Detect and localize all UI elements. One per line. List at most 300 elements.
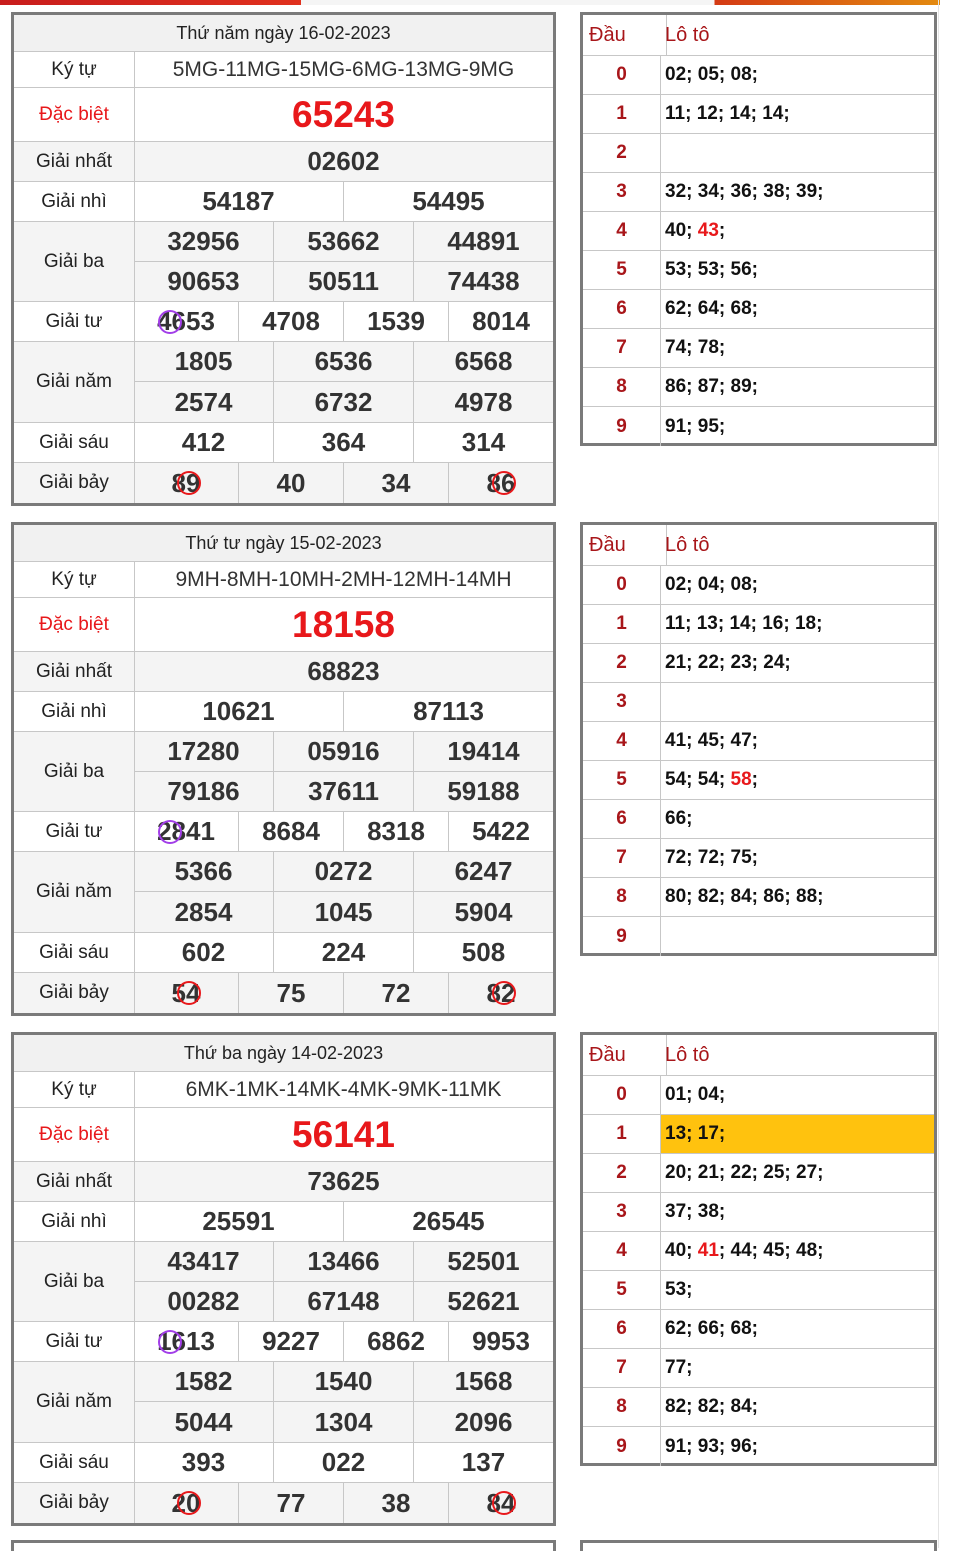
prize-number: 5044: [174, 1406, 233, 1437]
prize-subrow: [134, 772, 553, 812]
loto-number: 84: [730, 1396, 752, 1417]
loto-number: 21: [697, 1162, 719, 1183]
prize-number-cell: [134, 772, 274, 812]
prize-number-cell: [449, 1322, 553, 1361]
prize-number-cell: [274, 1362, 414, 1401]
prize-number: 412: [181, 427, 226, 457]
loto-numbers: 20 ; 21 ; 22 ; 25 ; 27 ;: [665, 1162, 829, 1183]
loto-dau-digit: 9: [583, 407, 661, 446]
prize-number-cell: [274, 1443, 414, 1482]
loto-number: 01: [665, 1084, 687, 1105]
prize-row-tu: [14, 302, 553, 342]
prize-number: 6247: [454, 856, 513, 886]
prize-number-cell: [449, 973, 553, 1013]
prize-row-nam: [14, 342, 553, 423]
prize-number-cell: [134, 342, 274, 381]
prize-label: Đặc biệt: [14, 88, 135, 141]
prize-number: 54187: [202, 186, 275, 216]
loto-number: 84: [730, 886, 752, 907]
loto-row: [583, 212, 934, 251]
prize-number: 4653: [157, 306, 215, 336]
prize-number: 4978: [454, 386, 513, 417]
prize-row-ba: [14, 732, 553, 812]
loto-number: 24: [763, 652, 785, 673]
loto-dau-digit: 7: [583, 1349, 661, 1387]
prize-number-cell: [134, 1202, 344, 1241]
prize-cells: [134, 463, 553, 503]
prize-number: 1540: [314, 1366, 373, 1396]
loto-dau-digit: 2: [583, 1154, 661, 1192]
prize-number-cell: [134, 1362, 274, 1401]
loto-number: 22: [730, 1162, 752, 1183]
prize-row-tu: [14, 812, 553, 852]
prize-number: 56141: [292, 1113, 395, 1155]
prize-number: 5MG-11MG-15MG-6MG-13MG-9MG: [172, 57, 515, 81]
prize-number: 86: [486, 467, 516, 498]
prize-number: 87113: [413, 696, 484, 726]
prize-label: Giải bảy: [14, 973, 135, 1013]
loto-number: 02: [665, 574, 687, 595]
loto-dau-digit: 4: [583, 1232, 661, 1270]
loto-header-dau: Đầu: [583, 525, 667, 565]
loto-number: 54: [665, 769, 687, 790]
loto-row: [583, 800, 934, 839]
loto-number: 38: [697, 1201, 719, 1222]
loto-number: 41: [665, 730, 687, 751]
loto-number: 87: [697, 376, 719, 397]
loto-number: 17: [697, 1123, 719, 1144]
prize-number-cell: [274, 423, 414, 462]
prize-number-cell: [449, 1483, 553, 1523]
prize-cells: [134, 1202, 553, 1241]
loto-number: 62: [665, 298, 687, 319]
prize-number: 18158: [292, 603, 395, 645]
prize-number: 20: [171, 1487, 201, 1518]
prize-number: 65243: [292, 93, 395, 135]
loto-dau-digit: 2: [583, 134, 661, 172]
prize-number: 90653: [167, 265, 240, 296]
prize-row-tu: [14, 1322, 553, 1362]
prize-row-sau: [14, 1443, 553, 1483]
prize-number: 73625: [307, 1166, 380, 1196]
prize-number-cell: [274, 772, 414, 812]
prize-number: 5366: [174, 856, 233, 886]
loto-dau-digit: 1: [583, 1115, 661, 1153]
loto-numbers: 02 ; 04 ; 08 ;: [665, 574, 764, 595]
loto-number: 22: [697, 652, 719, 673]
loto-dau-digit: 4: [583, 212, 661, 250]
loto-row: [583, 1115, 934, 1154]
prize-number-cell: [134, 1483, 239, 1523]
loto-numbers: [661, 134, 934, 172]
prize-label: Giải nhất: [14, 142, 135, 181]
loto-number: 37: [665, 1201, 687, 1222]
loto-header-row: [583, 525, 934, 566]
prize-subrow: [134, 852, 553, 892]
loto-numbers: 13 ; 17 ;: [661, 1115, 934, 1153]
loto-numbers: 91 ; 93 ; 96 ;: [665, 1435, 764, 1457]
prize-number: 13466: [307, 1245, 380, 1276]
prize-number: 25591: [202, 1206, 275, 1236]
prize-number: 02602: [307, 146, 380, 176]
loto-row: [583, 1193, 934, 1232]
loto-number: 13: [696, 613, 718, 634]
loto-number: 82: [697, 1396, 719, 1417]
loto-numbers: 80 ; 82 ; 84 ; 86 ; 88 ;: [665, 886, 829, 907]
loto-numbers: 72 ; 72 ; 75 ;: [665, 847, 764, 868]
prize-row-nhi: [14, 182, 553, 222]
prize-cells: [134, 1108, 553, 1161]
prize-number: 10621: [202, 696, 275, 726]
prize-number: 314: [461, 427, 506, 457]
loto-dau-digit: 8: [583, 1388, 661, 1426]
prize-row-nhat: [14, 142, 553, 182]
highlight-circle-icon: [177, 1491, 201, 1515]
prize-number: 9MH-8MH-10MH-2MH-12MH-14MH: [175, 567, 512, 591]
prize-number-cell: [274, 933, 414, 972]
prize-row-nhi: [14, 1202, 553, 1242]
highlight-circle-icon: [492, 1491, 516, 1515]
loto-number: 14: [729, 613, 751, 634]
prize-number: 1304: [314, 1406, 373, 1437]
prize-number-cell: [134, 142, 553, 181]
loto-number: 68: [730, 298, 752, 319]
prize-number: 89: [171, 467, 201, 498]
loto-number: 38: [763, 181, 785, 202]
prize-number: 8014: [472, 306, 530, 336]
loto-row: [583, 566, 934, 605]
loto-row: [583, 722, 934, 761]
prize-number: 224: [321, 937, 366, 967]
prize-number: 54: [171, 977, 201, 1008]
loto-numbers: 37 ; 38 ;: [665, 1201, 731, 1222]
prize-row-ba: [14, 222, 553, 302]
prize-number-cell: [134, 692, 344, 731]
prize-number: 2854: [174, 896, 233, 927]
prize-cells: [134, 812, 553, 851]
loto-number: 56: [730, 259, 752, 280]
loto-row: [583, 1154, 934, 1193]
loto-number: 95: [697, 415, 719, 437]
prize-number-cell: [414, 1242, 553, 1281]
loto-row: [583, 134, 934, 173]
prize-cells: [134, 423, 553, 462]
loto-numbers: [661, 683, 934, 721]
loto-number: 96: [730, 1435, 752, 1457]
loto-dau-digit: 6: [583, 290, 661, 328]
prize-subrow: [134, 382, 553, 422]
prize-number-cell: [134, 262, 274, 302]
loto-dau-digit: 4: [583, 722, 661, 760]
loto-number: 66: [697, 1318, 719, 1339]
loto-number: 05: [697, 64, 719, 85]
loto-row: [583, 917, 934, 956]
prize-number-cell: [134, 1108, 553, 1161]
prize-number: 38: [381, 1487, 411, 1518]
prize-label: Giải tư: [14, 1322, 135, 1361]
prize-number: 67148: [307, 1285, 380, 1316]
highlight-circle-icon: [158, 820, 182, 844]
loto-row: [583, 1232, 934, 1271]
loto-row: [583, 761, 934, 800]
prize-cells: [134, 598, 553, 651]
prize-number-cell: [134, 182, 344, 221]
prize-row-nhat: [14, 652, 553, 692]
prize-row-kytu: [14, 52, 553, 88]
prize-number-cell: [274, 852, 414, 891]
prize-row-ba: [14, 1242, 553, 1322]
prize-row-db: [14, 1108, 553, 1162]
loto-number: 86: [763, 886, 785, 907]
prize-label: Giải bảy: [14, 1483, 135, 1523]
prize-number: 44891: [447, 225, 520, 256]
loto-number: 78: [697, 337, 719, 358]
prize-number-cell: [134, 463, 239, 503]
loto-number: 89: [730, 376, 752, 397]
loto-numbers: 62 ; 66 ; 68 ;: [665, 1318, 764, 1339]
loto-number: 68: [730, 1318, 752, 1339]
prize-subrow: [134, 1282, 553, 1322]
prize-label: Giải nhì: [14, 182, 135, 221]
prize-number-cell: [414, 423, 553, 462]
prize-number: 40: [276, 467, 306, 498]
prize-number-cell: [274, 262, 414, 302]
loto-number: 88: [796, 886, 818, 907]
prize-number-cell: [134, 933, 274, 972]
prize-number: 1568: [454, 1366, 513, 1396]
prize-cells: [134, 1162, 553, 1201]
prize-label: Giải sáu: [14, 423, 135, 462]
loto-row: [583, 1310, 934, 1349]
prize-number-cell: [134, 1162, 553, 1201]
prize-number: 77: [276, 1487, 306, 1518]
loto-numbers: [661, 917, 934, 956]
loto-row: [583, 644, 934, 683]
prize-number-cell: [414, 1443, 553, 1482]
prize-label: Ký tự: [14, 1072, 135, 1107]
prize-number-cell: [414, 1362, 553, 1401]
draw-date-title[interactable]: Thứ năm ngày 16-02-2023: [14, 15, 553, 52]
loto-number: 86: [665, 376, 687, 397]
prize-number-cell: [274, 732, 414, 771]
prize-number-cell: [134, 423, 274, 462]
prize-number: 34: [381, 467, 411, 498]
prize-label: Giải nhì: [14, 692, 135, 731]
prize-number-cell: [134, 52, 553, 87]
prize-number: 37611: [308, 775, 379, 806]
prize-label: Giải nhất: [14, 652, 135, 691]
loto-number: 16: [762, 613, 784, 634]
loto-number: 93: [697, 1435, 719, 1457]
loto-number: 45: [697, 730, 719, 751]
loto-number: 72: [697, 847, 719, 868]
loto-number: 23: [730, 652, 752, 673]
prize-number-cell: [134, 1072, 553, 1107]
prize-row-kytu: [14, 1072, 553, 1108]
prize-number-cell: [344, 973, 449, 1013]
prize-number: 022: [321, 1447, 366, 1477]
draw-date-title[interactable]: Thứ tư ngày 15-02-2023: [14, 525, 553, 562]
loto-numbers: 11 ; 13 ; 14 ; 16 ; 18 ;: [665, 613, 828, 634]
prize-number: 6568: [454, 346, 513, 376]
prize-number-cell: [344, 812, 449, 851]
prize-cells: [134, 88, 553, 141]
loto-number: 58: [730, 769, 752, 790]
prize-number-cell: [134, 1282, 274, 1322]
prize-subrow: [134, 732, 553, 772]
loto-numbers: 21 ; 22 ; 23 ; 24 ;: [665, 652, 796, 673]
prize-subrow: [134, 342, 553, 382]
prize-number-cell: [134, 302, 239, 341]
prize-subrow: [134, 1362, 553, 1402]
prize-number: 1539: [367, 306, 425, 336]
loto-dau-digit: 2: [583, 644, 661, 682]
loto-dau-digit: 5: [583, 251, 661, 289]
prize-number-cell: [239, 812, 344, 851]
prize-cells: [134, 1072, 553, 1107]
prize-number: 6732: [314, 386, 373, 417]
loto-row: [583, 839, 934, 878]
prize-row-db: [14, 598, 553, 652]
prize-number: 8684: [262, 816, 320, 846]
loto-number: 13: [665, 1123, 687, 1144]
loto-number: 72: [665, 847, 687, 868]
loto-numbers: 11 ; 12 ; 14 ; 14 ;: [665, 103, 795, 124]
prize-cells: [134, 1322, 553, 1361]
loto-dau-digit: 6: [583, 1310, 661, 1348]
prize-number-cell: [344, 1322, 449, 1361]
prize-number: 26545: [412, 1206, 485, 1236]
loto-row: [583, 329, 934, 368]
loto-dau-digit: 9: [583, 917, 661, 956]
prize-number-cell: [414, 1282, 553, 1322]
loto-number: 40: [665, 1240, 687, 1261]
prize-number-cell: [414, 852, 553, 891]
prize-label: Giải nhất: [14, 1162, 135, 1201]
prize-number-cell: [134, 973, 239, 1013]
loto-numbers: 74 ; 78 ;: [665, 337, 731, 358]
prize-cells: [134, 652, 553, 691]
loto-number: 53: [665, 1279, 687, 1300]
loto-dau-digit: 8: [583, 368, 661, 406]
prize-number: 72: [381, 977, 411, 1008]
loto-header-row: [583, 15, 934, 56]
prize-number-cell: [344, 1202, 553, 1241]
prize-row-nhi: [14, 692, 553, 732]
prize-number: 1805: [174, 346, 233, 376]
loto-number: 36: [730, 181, 752, 202]
loto-header-loto: Lô tô: [665, 23, 710, 46]
prize-number: 75: [276, 977, 306, 1008]
loto-number: 11: [665, 103, 686, 124]
prize-number: 6MK-1MK-14MK-4MK-9MK-11MK: [185, 1077, 502, 1101]
loto-dau-digit: 6: [583, 800, 661, 838]
prize-row-sau: [14, 933, 553, 973]
prize-cells: [134, 933, 553, 972]
next-results-table-edge: [11, 1540, 556, 1551]
loto-dau-digit: 7: [583, 839, 661, 877]
prize-number-cell: [274, 222, 414, 261]
loto-number: 34: [697, 181, 719, 202]
loto-row: [583, 95, 934, 134]
loto-number: 54: [697, 769, 719, 790]
prize-number-cell: [344, 463, 449, 503]
loto-numbers: 40 ; 41 ; 44 ; 45 ; 48 ;: [665, 1240, 829, 1261]
highlight-circle-icon: [492, 981, 516, 1005]
prize-label: Giải tư: [14, 812, 135, 851]
loto-header-loto: Lô tô: [665, 533, 710, 556]
prize-number: 74438: [447, 265, 520, 296]
loto-numbers: 53 ; 53 ; 56 ;: [665, 259, 764, 280]
loto-numbers: 62 ; 64 ; 68 ;: [665, 298, 764, 319]
prize-cells: [134, 182, 553, 221]
prize-number-cell: [274, 892, 414, 932]
prize-number: 364: [321, 427, 366, 457]
prize-number: 00282: [167, 1285, 240, 1316]
draw-date-title[interactable]: Thứ ba ngày 14-02-2023: [14, 1035, 553, 1072]
prize-number-cell: [344, 182, 553, 221]
prize-number-cell: [414, 772, 553, 812]
loto-row: [583, 1349, 934, 1388]
prize-number: 9227: [262, 1326, 320, 1356]
loto-dau-digit: 0: [583, 566, 661, 604]
loto-number: 02: [665, 64, 687, 85]
loto-numbers: 54 ; 54 ; 58 ;: [665, 769, 764, 790]
highlight-circle-icon: [177, 981, 201, 1005]
loto-row: [583, 1076, 934, 1115]
loto-row: [583, 1427, 934, 1466]
loto-table: [580, 12, 937, 446]
loto-number: 48: [796, 1240, 818, 1261]
loto-numbers: 91 ; 95 ;: [665, 415, 731, 437]
loto-number: 82: [665, 1396, 687, 1417]
results-table: [11, 1032, 556, 1526]
loto-number: 53: [665, 259, 687, 280]
prize-number: 602: [181, 937, 226, 967]
prize-number: 79186: [167, 775, 240, 806]
prize-number: 1613: [157, 1326, 215, 1356]
prize-number: 393: [181, 1447, 226, 1477]
prize-number-cell: [134, 562, 553, 597]
prize-row-nam: [14, 1362, 553, 1443]
prize-cells: [134, 1443, 553, 1482]
loto-number: 14: [762, 103, 784, 124]
loto-row: [583, 1271, 934, 1310]
loto-number: 25: [763, 1162, 785, 1183]
prize-number-cell: [134, 852, 274, 891]
prize-label: Giải năm: [14, 852, 135, 932]
prize-row-nam: [14, 852, 553, 933]
loto-row: [583, 56, 934, 95]
draw-block: [0, 1020, 940, 1520]
loto-numbers: 01 ; 04 ;: [665, 1084, 731, 1105]
draw-block: [0, 510, 940, 1010]
loto-numbers: 41 ; 45 ; 47 ;: [665, 730, 764, 751]
loto-dau-digit: 3: [583, 683, 661, 721]
loto-dau-digit: 3: [583, 173, 661, 211]
loto-row: [583, 407, 934, 446]
prize-number-cell: [134, 1443, 274, 1482]
loto-dau-digit: 0: [583, 1076, 661, 1114]
prize-number-cell: [414, 222, 553, 261]
prize-number-cell: [414, 1402, 553, 1442]
prize-label: Đặc biệt: [14, 598, 135, 651]
prize-label: Giải ba: [14, 222, 135, 301]
prize-label: Giải năm: [14, 1362, 135, 1442]
loto-number: 64: [697, 298, 719, 319]
prize-row-bay: [14, 463, 553, 503]
prize-number-cell: [134, 598, 553, 651]
